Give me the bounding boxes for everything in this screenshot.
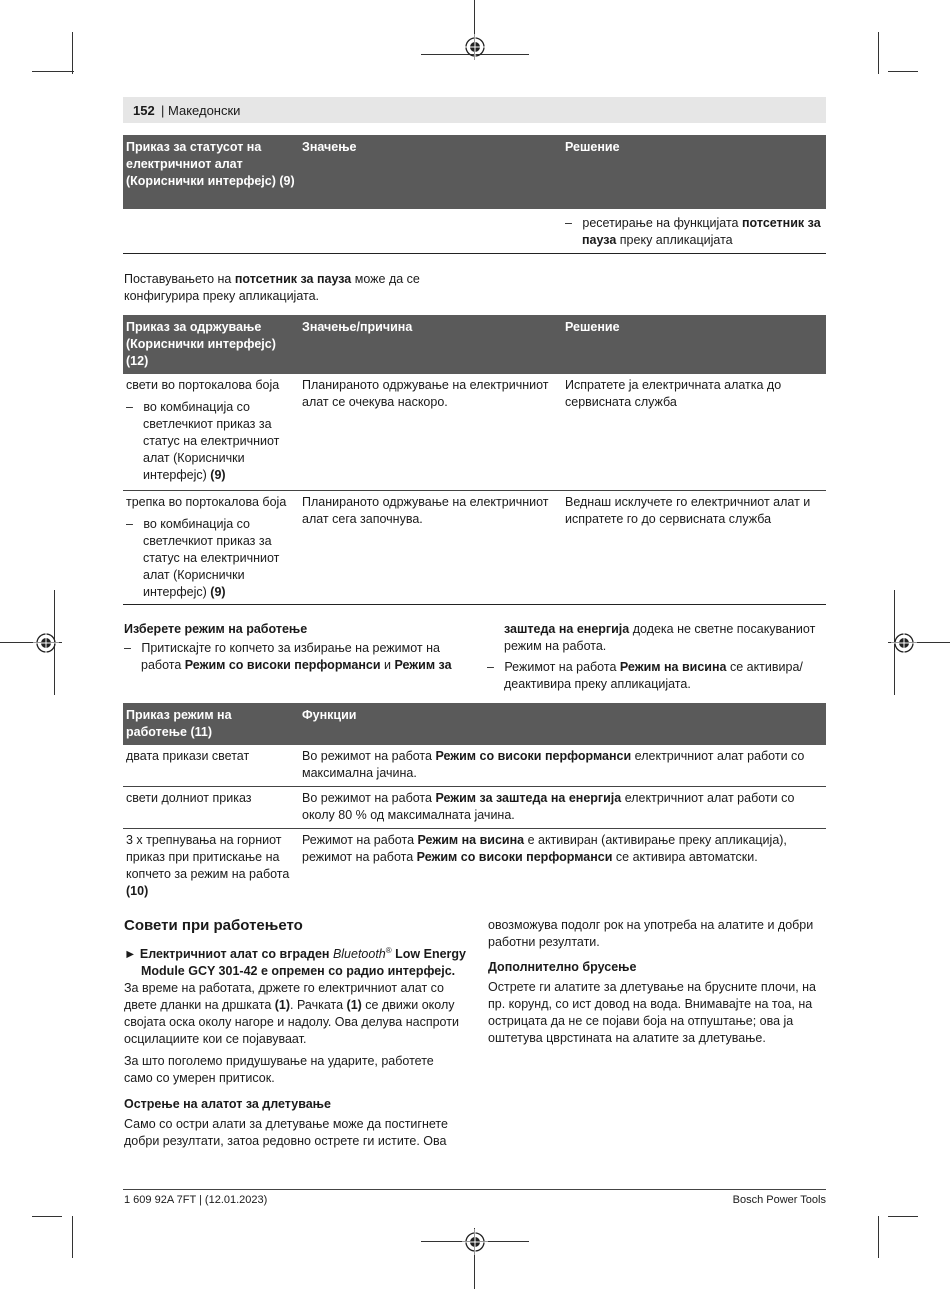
language-label: | Македонски [161, 103, 241, 118]
table-cell [562, 209, 826, 254]
dash-marker: – [124, 641, 131, 655]
crop-mark [878, 32, 879, 74]
text: се активира/ деактивира преку апликацијата. [504, 660, 803, 691]
footer-brand: Bosch Power Tools [732, 1194, 826, 1206]
text: може да се конфигурира преку апликацијата. [124, 272, 420, 303]
bold-text: Режим на висина [619, 660, 727, 674]
text: електричниот алат работи со околу 80 % од максималната јачина. [302, 791, 795, 822]
text: преку апликацијата [619, 233, 733, 247]
paragraph: Само со остри алати за длетување може да постигнете добри резултати, затоа редовно острете ги истите. Ова [124, 1117, 448, 1148]
paragraph [124, 980, 459, 1048]
superscript: ® [385, 946, 392, 955]
dash-marker: – [487, 660, 494, 674]
table-cell [123, 491, 299, 605]
table-cell [299, 209, 562, 254]
footer-doc-id: 1 609 92A 7FT | (12.01.2023) [124, 1194, 268, 1206]
table-cell: свети долниот приказ [123, 787, 299, 829]
text: ресетирање на функцијата [582, 216, 739, 230]
mode-table [123, 703, 826, 904]
registration-mark-icon [891, 630, 917, 656]
table-row [123, 374, 826, 491]
bold-text: потсетник за пауза [582, 216, 821, 247]
language-name: Македонски [168, 103, 241, 118]
text: се активира автоматски. [615, 850, 758, 864]
list-item [124, 640, 471, 674]
bold-text: (1) [346, 998, 362, 1012]
text: Електричниот алат со вграден [139, 947, 330, 962]
bold-text: Режим со високи перформанси [435, 749, 632, 763]
crop-mark [32, 71, 74, 72]
subsection-heading: Острење на алатот за длетување [124, 1097, 331, 1111]
registration-mark-icon [462, 1229, 488, 1255]
bold-text: (10) [126, 884, 149, 898]
table-row [123, 829, 826, 905]
table-cell: Испратете ја електричната алатка до сервисната служба [562, 374, 826, 491]
text: Поставувањето на [124, 272, 232, 286]
table-header-cell: Решение [562, 135, 826, 209]
table-cell: Планираното одржување на електричниот алат се очекува наскоро. [299, 374, 562, 491]
table-cell [123, 829, 299, 905]
table-header-cell: Приказ за одржување (Кориснички интерфејс) (12) [123, 315, 299, 374]
table-cell [299, 829, 826, 905]
table-cell: двата прикази светат [123, 745, 299, 787]
text: во комбинација со светлечкиот приказ за статус на електричниот алат (Кориснички интерфејс) [143, 400, 280, 482]
table-header-cell: Решение [562, 315, 826, 374]
text: 3 x трепнувања на горниот приказ при притискање на копчето за режим на работа [126, 833, 290, 881]
crop-mark [32, 1216, 62, 1217]
list-item [565, 215, 822, 249]
bold-text: Режим на висина [417, 833, 525, 847]
text: и [384, 658, 391, 672]
table-header-cell: Значење/причина [299, 315, 562, 374]
bold-text: Режим за заштеда на енергија [435, 791, 622, 805]
section-heading: Изберете режим на работење [124, 622, 308, 636]
crop-mark [878, 1216, 879, 1258]
text: Притискајте го копчето за избирање на режимот на работа [141, 641, 440, 672]
crop-mark [72, 32, 73, 74]
registration-mark-icon [33, 630, 59, 656]
paragraph: Острете ги алатите за длетување на брусните плочи, на пр. корунд, со ист довод на вода. Внимавајте на тоа, на острицата да не се појави боја на отпуштање; ова ја оштетува цврстината на алатите за длетување. [488, 980, 817, 1045]
crop-mark [888, 1216, 918, 1217]
bold-text: Режим со високи перформанси [184, 658, 381, 672]
bold-text: Режим со високи перформанси [416, 850, 613, 864]
page-header [123, 97, 826, 123]
table-header-cell: Приказ режим на работење (11) [123, 703, 299, 745]
text: За време на работата, држете го електричниот алат со двете дланки на дршката [124, 981, 445, 1012]
text: се движи околу својата оска околу нагоре и надолу. Ова делува наспроти осцилациите кои се појавуваат. [124, 998, 459, 1046]
text: Во режимот на работа [302, 791, 432, 805]
dash-marker: – [126, 517, 133, 531]
text: Low Energy Module GCY 301-42 е опремен со радио интерфејс. [141, 947, 466, 979]
text: . Рачката [290, 998, 344, 1012]
section-heading: Совети при работењето [124, 917, 303, 934]
text: Во режимот на работа [302, 749, 432, 763]
text: додека не светне посакуваниот режим на работа. [504, 622, 816, 653]
registration-mark-icon [462, 34, 488, 60]
status-table [123, 135, 826, 254]
paragraph [504, 621, 826, 655]
bold-text: (9) [210, 585, 226, 599]
bold-text: (1) [274, 998, 291, 1012]
arrow-bullet [124, 942, 476, 980]
table-header-cell: Значење [299, 135, 562, 209]
dash-marker: – [565, 216, 572, 230]
subsection-heading: Дополнително брусење [488, 960, 637, 974]
crop-mark [888, 71, 918, 72]
table-cell: Веднаш исклучете го електричниот алат и испратете го до сервисната служба [562, 491, 826, 605]
table-row [123, 745, 826, 787]
dash-marker: – [126, 400, 133, 414]
cell-text: свети во портокалова боја [126, 378, 280, 392]
cell-text: трепка во портокалова боја [126, 495, 287, 509]
maintenance-table [123, 315, 826, 605]
table-cell [299, 745, 826, 787]
list-item [126, 399, 295, 484]
text: Режимот на работа [504, 660, 617, 674]
text: е активиран (активирање преку апликација), режимот на работа [302, 833, 787, 864]
arrow-icon: ► [124, 947, 137, 962]
table-cell [123, 209, 299, 254]
table-cell: Планираното одржување на електричниот алат сега започнува. [299, 491, 562, 605]
paragraph: овозможува подолг рок на употреба на алатите и добри работни резултати. [488, 918, 814, 949]
footer-rule [123, 1189, 826, 1190]
table-cell [299, 787, 826, 829]
intro-paragraph [124, 271, 434, 305]
page-number: 152 [133, 103, 155, 118]
table-header-cell: Приказ за статусот на електричниот алат (Кориснички интерфејс) (9) [123, 135, 299, 209]
table-cell [123, 374, 299, 491]
table-row [123, 491, 826, 605]
table-row [123, 787, 826, 829]
crop-mark [72, 1216, 73, 1258]
italic-text: Bluetooth [332, 947, 386, 962]
text: во комбинација со светлечкиот приказ за статус на електричниот алат (Кориснички интерфејс) [143, 517, 280, 599]
list-item [126, 516, 295, 601]
bold-text: потсетник за пауза [234, 272, 352, 286]
text: електричниот алат работи со максимална јачина. [302, 749, 805, 780]
bold-text: заштеда на енергија [504, 622, 630, 636]
table-header-cell: Функции [299, 703, 826, 745]
list-item [487, 659, 826, 693]
text: Режимот на работа [302, 833, 415, 847]
bold-text: (9) [210, 468, 226, 482]
paragraph: За што поголемо придушување на ударите, работете само со умерен притисок. [124, 1054, 434, 1085]
bold-text: Режим за [394, 658, 452, 672]
